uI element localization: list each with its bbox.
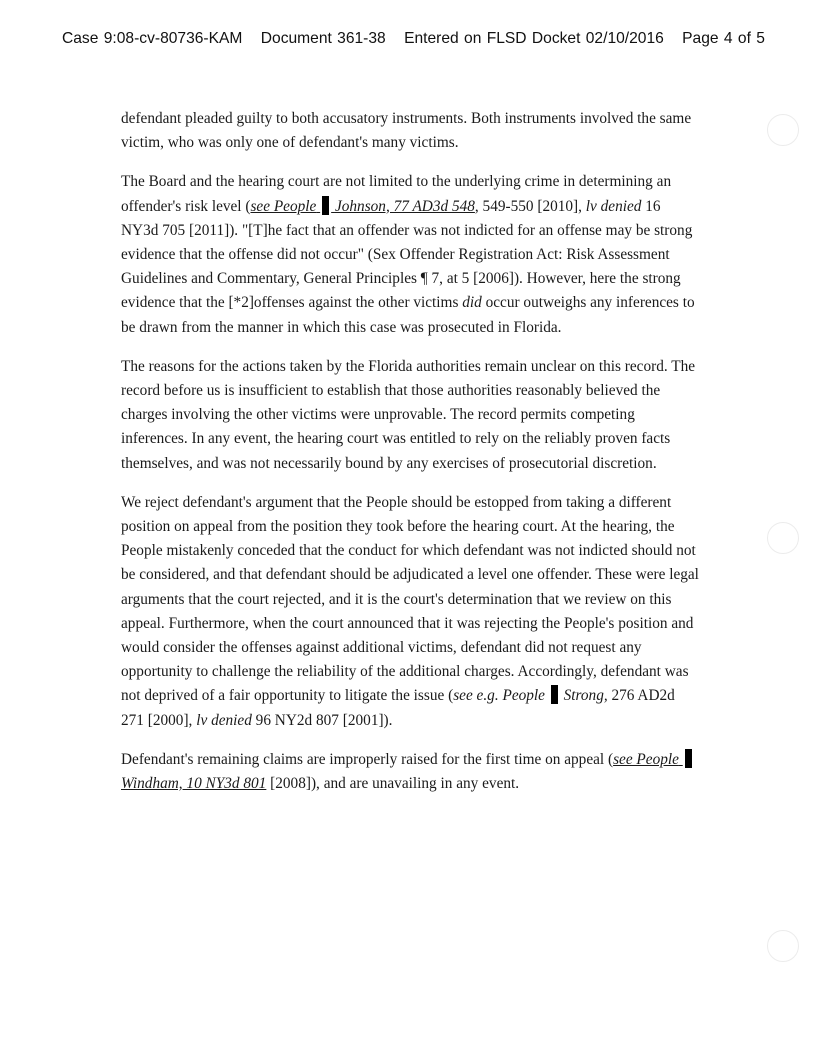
opinion-body (121, 107, 701, 811)
docket-entry: Entered on FLSD Docket 02/10/2016 (404, 30, 664, 47)
citation-link-johnson[interactable]: see People Johnson, 77 AD3d 548 (250, 197, 475, 215)
citation-link-windham[interactable]: see People Windham, 10 NY3d 801 (121, 751, 694, 792)
punch-hole-mark (767, 930, 799, 962)
page-number: Page 4 of 5 (682, 30, 765, 47)
redaction-mark (685, 749, 692, 768)
paragraph-1-text: defendant pleaded guilty to both accusatory instruments. Both instruments involved the same victim, who was only one of defendant's many victims. (121, 110, 692, 152)
paragraph-4-text: We reject defendant's argument that the People should be estopped from taking a different position on appeal from the position they took before the hearing court. At the hearing, the People mistakenly conceded that the conduct for which defendant was not indicted should not be considered, and that defendant should be adjudicated a level one offender. These were legal arguments that the court rejected, and it is the court's determination that we review on this appeal. Furthermore, when the court announced that it was rejecting the People's position and would consider the offenses against additional victims, defendant did not request any opportunity to challenge the reliability of the additional charges. Accordingly, defendant was not deprived of a fair opportunity to litigate the issue ( (121, 493, 699, 705)
paragraph-1 (121, 107, 701, 155)
punch-hole-mark (767, 114, 799, 146)
paragraph-5: Defendant's remaining claims are improperly raised for the first time on appeal (see People Windham, 10 NY3d 801 [2008]), and are unavailing in any event. (121, 748, 701, 796)
redaction-mark (551, 685, 558, 704)
paragraph-3 (121, 355, 701, 476)
document-number: Document 361-38 (260, 30, 386, 47)
citation-strong: Strong, (563, 687, 608, 705)
citation-strong-signal: see e.g. People (453, 687, 545, 705)
redaction-mark (322, 196, 329, 215)
punch-hole-mark (767, 522, 799, 554)
docket-header (62, 30, 782, 48)
case-number: Case 9:08-cv-80736-KAM (62, 30, 243, 47)
paragraph-4: We reject defendant's argument that the People should be estopped from taking a different position on appeal from the position they took before the hearing court. At the hearing, the People mistakenly conceded that the conduct for which defendant was not indicted should not be considered, and that defendant should be adjudicated a level one offender. These were legal arguments that the court rejected, and it is the court's determination that we review on this appeal. Furthermore, when the court announced that it was rejecting the People's position and would consider the offenses against additional victims, defendant did not request any opportunity to challenge the reliability of the additional charges. Accordingly, defendant was not deprived of a fair opportunity to litigate the issue (see e.g. People Strong, 276 AD2d 271 [2000], lv denied 96 NY2d 807 [2001]). (121, 493, 699, 729)
paragraph-2-text: The Board and the hearing court are not limited to the underlying crime in determining an offender's risk level ( (121, 173, 672, 215)
paragraph-5-text: Defendant's remaining claims are improperly raised for the first time on appeal ( (121, 750, 614, 768)
paragraph-2: The Board and the hearing court are not limited to the underlying crime in determining an offender's risk level (see People Johnson, 77 AD3d 548, 549-550 [2010], lv denied 16 NY3d 705 [2011]). "[T]he fact that an offender was not indicted for an offense may be strong evidence that the offense did not occur" (Sex Offender Registration Act: Risk Assessment Guidelines and Commentary, General Principles ¶ 7, at 5 [2006]). However, here the strong evidence that the [*2]offenses against the other victims did occur outweighs any inferences to be drawn from the manner in which this case was prosecuted in Florida. (121, 173, 695, 336)
paragraph-3-text: The reasons for the actions taken by the Florida authorities remain unclear on this record. The record before us is insufficient to establish that those authorities reasonably believed the charges involving the other victims were unprovable. The record permits competing inferences. In any event, the hearing court was entitled to rely on the reliably proven facts themselves, and was not necessarily bound by any exercises of prosecutorial discretion. (121, 357, 696, 472)
